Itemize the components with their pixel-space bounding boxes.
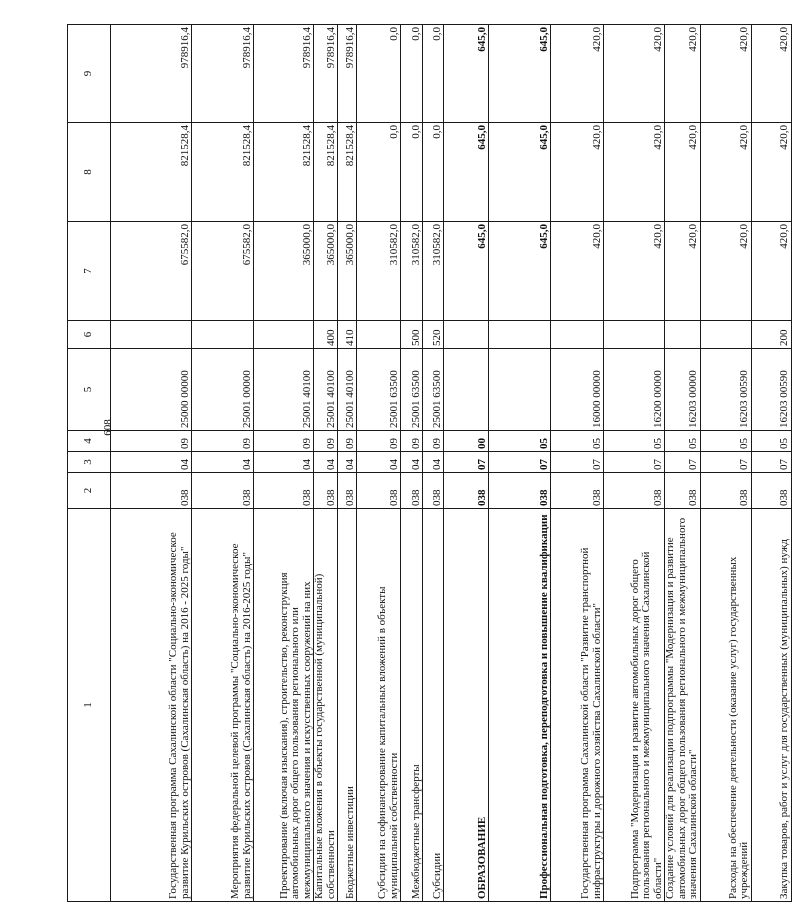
amount-2019-cell: 310582,0 [423, 222, 444, 321]
subsection-cell: 05 [551, 431, 604, 452]
subsection-cell: 05 [700, 431, 751, 452]
name-cell: Профессиональная подготовка, переподготовка и повышение квалификации [489, 509, 551, 902]
table-row [423, 25, 444, 902]
table-row [314, 25, 338, 902]
amount-2020-cell: 645,0 [489, 123, 551, 222]
section-cell: 07 [604, 452, 665, 473]
name-cell: Капитальные вложения в объекты государственной (муниципальной) собственности [314, 509, 338, 902]
table-row [665, 25, 701, 902]
amount-2020-cell: 0,0 [423, 123, 444, 222]
name-cell: Субсидии [423, 509, 444, 902]
section-cell: 07 [444, 452, 489, 473]
table-row [751, 25, 791, 902]
section-cell: 07 [751, 452, 791, 473]
expense-type-cell [111, 321, 192, 349]
section-cell: 04 [314, 452, 338, 473]
expense-type-cell: 500 [401, 321, 423, 349]
section-cell: 04 [111, 452, 192, 473]
target-article-cell: 16203 00590 [700, 349, 751, 431]
amount-2021-cell: 978916,4 [314, 25, 338, 123]
target-article-cell: 25000 00000 [111, 349, 192, 431]
header-cell: 5 [68, 349, 111, 431]
target-article-cell: 25001 63500 [423, 349, 444, 431]
admin-code-cell: 038 [423, 473, 444, 509]
amount-2021-cell: 0,0 [357, 25, 401, 123]
name-cell: Мероприятия федеральной целевой программы "Социально-экономическое развитие Курильских островов (Сахалинская область) на 2016-2025 годы" [192, 509, 254, 902]
target-article-cell: 16203 00590 [751, 349, 791, 431]
name-cell: Государственная программа Сахалинской области "Развитие транспортной инфраструктуры и дорожного хозяйства Сахалинской области" [551, 509, 604, 902]
section-cell: 04 [423, 452, 444, 473]
amount-2021-cell: 420,0 [751, 25, 791, 123]
admin-code-cell: 038 [700, 473, 751, 509]
table-row [254, 25, 314, 902]
amount-2021-cell: 978916,4 [254, 25, 314, 123]
table-row [111, 25, 192, 902]
target-article-cell: 25001 40100 [314, 349, 338, 431]
name-cell: Подпрограмма "Модернизация и развитие автомобильных дорог общего пользования регионального и межмуниципального значения Сахалинской области" [604, 509, 665, 902]
table-row [401, 25, 423, 902]
section-cell: 04 [192, 452, 254, 473]
section-cell: 07 [700, 452, 751, 473]
table-row [700, 25, 751, 902]
amount-2021-cell: 645,0 [444, 25, 489, 123]
header-cell: 4 [68, 431, 111, 452]
expense-type-cell [192, 321, 254, 349]
admin-code-cell: 038 [111, 473, 192, 509]
admin-code-cell: 038 [444, 473, 489, 509]
subsection-cell: 09 [401, 431, 423, 452]
amount-2019-cell: 420,0 [751, 222, 791, 321]
admin-code-cell: 038 [551, 473, 604, 509]
table-row [489, 25, 551, 902]
amount-2019-cell: 645,0 [444, 222, 489, 321]
header-cell: 3 [68, 452, 111, 473]
expense-type-cell [444, 321, 489, 349]
amount-2021-cell: 978916,4 [338, 25, 357, 123]
subsection-cell: 09 [254, 431, 314, 452]
amount-2020-cell: 821528,4 [254, 123, 314, 222]
target-article-cell: 25001 40100 [254, 349, 314, 431]
header-cell: 8 [68, 123, 111, 222]
amount-2020-cell: 420,0 [700, 123, 751, 222]
admin-code-cell: 038 [401, 473, 423, 509]
name-cell: Закупка товаров, работ и услуг для государственных (муниципальных) нужд [751, 509, 791, 902]
name-cell: Межбюджетные трансферты [401, 509, 423, 902]
amount-2021-cell: 420,0 [604, 25, 665, 123]
budget-table [67, 24, 792, 902]
amount-2019-cell: 675582,0 [192, 222, 254, 321]
subsection-cell: 09 [314, 431, 338, 452]
section-cell: 04 [254, 452, 314, 473]
target-article-cell: 16203 00000 [665, 349, 701, 431]
admin-code-cell: 038 [338, 473, 357, 509]
page-number: 608 [101, 419, 114, 436]
amount-2021-cell: 0,0 [423, 25, 444, 123]
name-cell: Субсидии на софинансирование капитальных вложений в объекты муниципальной собственности [357, 509, 401, 902]
amount-2019-cell: 645,0 [489, 222, 551, 321]
subsection-cell: 09 [423, 431, 444, 452]
name-cell: Создание условий для реализации подпрограммы "Модернизация и развитие автомобильных дорог общего пользования регионального и межмуниципального значения Сахалинской области" [665, 509, 701, 902]
amount-2021-cell: 645,0 [489, 25, 551, 123]
header-row [68, 25, 111, 902]
admin-code-cell: 038 [192, 473, 254, 509]
target-article-cell: 25001 63500 [401, 349, 423, 431]
amount-2020-cell: 821528,4 [338, 123, 357, 222]
header-cell: 1 [68, 509, 111, 902]
amount-2020-cell: 420,0 [551, 123, 604, 222]
expense-type-cell [700, 321, 751, 349]
table-row [357, 25, 401, 902]
amount-2019-cell: 420,0 [700, 222, 751, 321]
amount-2021-cell: 420,0 [700, 25, 751, 123]
subsection-cell: 05 [489, 431, 551, 452]
amount-2021-cell: 420,0 [551, 25, 604, 123]
target-article-cell: 25001 63500 [357, 349, 401, 431]
amount-2021-cell: 978916,4 [111, 25, 192, 123]
expense-type-cell: 520 [423, 321, 444, 349]
name-cell: ОБРАЗОВАНИЕ [444, 509, 489, 902]
amount-2020-cell: 0,0 [357, 123, 401, 222]
amount-2021-cell: 0,0 [401, 25, 423, 123]
header-cell: 7 [68, 222, 111, 321]
expense-type-cell [489, 321, 551, 349]
subsection-cell: 05 [604, 431, 665, 452]
expense-type-cell: 400 [314, 321, 338, 349]
amount-2020-cell: 821528,4 [111, 123, 192, 222]
amount-2019-cell: 420,0 [665, 222, 701, 321]
table-row [192, 25, 254, 902]
name-cell: Расходы на обеспечение деятельности (оказание услуг) государственных учреждений [700, 509, 751, 902]
subsection-cell: 09 [338, 431, 357, 452]
target-article-cell: 16000 00000 [551, 349, 604, 431]
section-cell: 04 [401, 452, 423, 473]
amount-2020-cell: 821528,4 [192, 123, 254, 222]
name-cell: Бюджетные инвестиции [338, 509, 357, 902]
header-cell: 9 [68, 25, 111, 123]
amount-2020-cell: 420,0 [604, 123, 665, 222]
table-row [444, 25, 489, 902]
amount-2021-cell: 978916,4 [192, 25, 254, 123]
amount-2019-cell: 675582,0 [111, 222, 192, 321]
section-cell: 04 [357, 452, 401, 473]
amount-2019-cell: 365000,0 [254, 222, 314, 321]
name-cell: Государственная программа Сахалинской области "Социально-экономическое развитие Курильских островов (Сахалинская область) на 2016 - 2025 годы" [111, 509, 192, 902]
target-article-cell: 16200 00000 [604, 349, 665, 431]
expense-type-cell [357, 321, 401, 349]
header-cell: 6 [68, 321, 111, 349]
target-article-cell [489, 349, 551, 431]
section-cell: 07 [665, 452, 701, 473]
amount-2020-cell: 0,0 [401, 123, 423, 222]
target-article-cell [444, 349, 489, 431]
admin-code-cell: 038 [489, 473, 551, 509]
amount-2020-cell: 420,0 [751, 123, 791, 222]
target-article-cell: 25001 40100 [338, 349, 357, 431]
header-cell: 2 [68, 473, 111, 509]
amount-2020-cell: 821528,4 [314, 123, 338, 222]
expense-type-cell [254, 321, 314, 349]
name-cell: Проектирование (включая изыскания), строительство, реконструкция автомобильных дорог общего пользования регионального или межмуниципального значения и искусственных сооружений на них [254, 509, 314, 902]
expense-type-cell: 200 [751, 321, 791, 349]
subsection-cell: 05 [665, 431, 701, 452]
amount-2019-cell: 310582,0 [401, 222, 423, 321]
section-cell: 04 [338, 452, 357, 473]
admin-code-cell: 038 [357, 473, 401, 509]
expense-type-cell: 410 [338, 321, 357, 349]
section-cell: 07 [489, 452, 551, 473]
amount-2020-cell: 645,0 [444, 123, 489, 222]
subsection-cell: 00 [444, 431, 489, 452]
expense-type-cell [665, 321, 701, 349]
subsection-cell: 05 [751, 431, 791, 452]
subsection-cell: 09 [192, 431, 254, 452]
admin-code-cell: 038 [665, 473, 701, 509]
amount-2019-cell: 420,0 [551, 222, 604, 321]
admin-code-cell: 038 [751, 473, 791, 509]
table-row [604, 25, 665, 902]
amount-2019-cell: 365000,0 [338, 222, 357, 321]
target-article-cell: 25001 00000 [192, 349, 254, 431]
section-cell: 07 [551, 452, 604, 473]
subsection-cell: 09 [357, 431, 401, 452]
subsection-cell: 09 [111, 431, 192, 452]
rotated-page [67, 25, 790, 902]
table-row [551, 25, 604, 902]
expense-type-cell [604, 321, 665, 349]
amount-2020-cell: 420,0 [665, 123, 701, 222]
amount-2019-cell: 310582,0 [357, 222, 401, 321]
table-row [338, 25, 357, 902]
amount-2021-cell: 420,0 [665, 25, 701, 123]
admin-code-cell: 038 [314, 473, 338, 509]
amount-2019-cell: 420,0 [604, 222, 665, 321]
amount-2019-cell: 365000,0 [314, 222, 338, 321]
admin-code-cell: 038 [604, 473, 665, 509]
expense-type-cell [551, 321, 604, 349]
admin-code-cell: 038 [254, 473, 314, 509]
